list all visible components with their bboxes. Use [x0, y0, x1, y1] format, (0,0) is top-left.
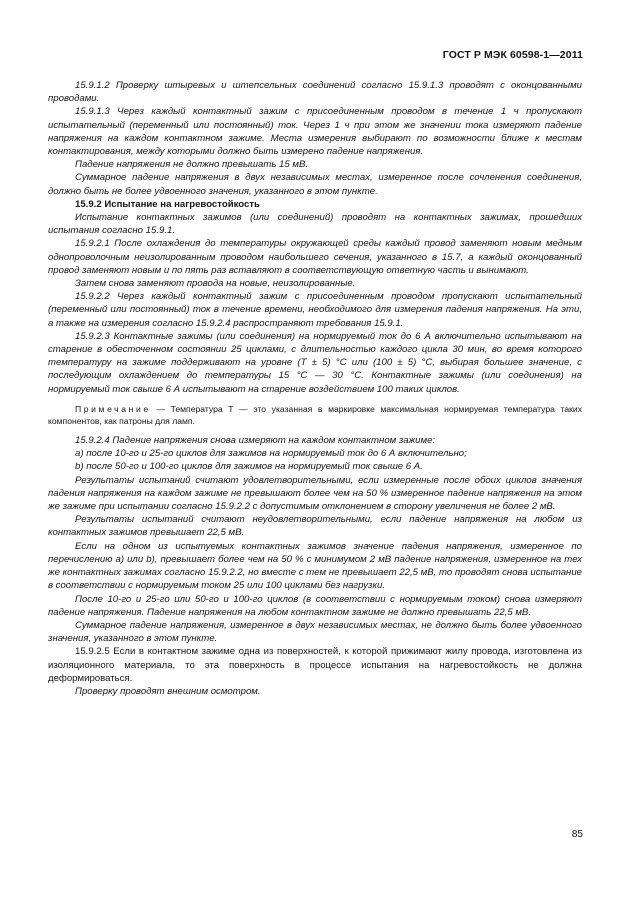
section-title: Испытание на нагревостойкость [104, 198, 260, 210]
document-body [48, 79, 582, 698]
paragraph-15-9-2-5 [48, 645, 582, 685]
list-item-a [48, 447, 582, 460]
clause-number: 15.9.2.1 [75, 238, 110, 250]
paragraph-text: а) после 10-го и 25-го циклов для зажимов на нормируемый ток до 6 А включительно; [75, 448, 467, 460]
paragraph-text: Падение напряжения снова измеряют на каждом контактном зажиме: [112, 435, 436, 447]
clause-number: 15.9.1.3 [75, 106, 110, 118]
paragraph-text: Суммарное падение напряжения в двух независимых местах, измеренное после сочленения соединения, должно быть не более удвоенного значения, указанного в этом пункте. [48, 172, 582, 197]
paragraph-text: b) после 50-го и 100-го циклов для зажимов на нормируемый ток свыше 6 А. [75, 461, 423, 473]
paragraph-text: Суммарное падение напряжения, измеренное в двух независимых местах, не должно быть более удвоенного значения, указанного в этом пункте. [48, 619, 582, 645]
paragraph [48, 474, 582, 514]
note-label: Примечание [75, 403, 151, 414]
note [48, 403, 582, 428]
paragraph-15-9-2-4 [48, 434, 582, 447]
clause-number: 15.9.2.5 [75, 646, 110, 658]
clause-number: 15.9.2.4 [75, 435, 110, 447]
page-number: 85 [571, 829, 583, 840]
note-text: — Температура T — это указанная в маркировке максимальная нормируемая температура таких компонентов, как патроны для ламп. [48, 403, 582, 427]
paragraph-text: Испытание контактных зажимов (или соединений) проводят на контактных зажимах, прошедших испытания согласно 15.9.1. [48, 212, 582, 237]
paragraph-text: Проверку штыревых и штепсельных соединений согласно 15.9.1.3 проводят с оконцованными проводами. [48, 80, 583, 105]
paragraph-text: После 10-го и 25-го или 50-го и 100-го циклов (в соответствии с нормируемым током) снова измеряют падение напряжения. Падение напряжения на любом контактном зажиме не должно превышать 22,5 мВ. [48, 593, 582, 618]
paragraph-text: Если в контактном зажиме одна из поверхностей, к которой прижимают жилу провода, изготовлена из изоляционного материала, то эта поверхность в процессе испытания на нагревостойкость не должна деформироваться. [48, 646, 583, 684]
paragraph [48, 593, 582, 619]
paragraph-15-9-1-3 [48, 105, 582, 158]
paragraph-text: Падение напряжения не должно превышать 15 мВ. [75, 159, 309, 171]
paragraph-text: Через каждый контактный зажим с присоединенным проводом в течение 1 ч пропускают испытательный (переменный или постоянный) ток. Через 1 ч при этом же значении тока измеряют падение напряжения на каждом контактном зажиме. Места измерения выбирают по возможности ближе к местам контактирования, между которыми должно быть измерено падение напряжения. [48, 106, 582, 158]
paragraph [48, 171, 582, 197]
clause-number: 15.9.1.2 [75, 80, 110, 91]
paragraph-text: Если на одном из испытуемых контактных зажимов значение падения напряжения, измеренное по перечислению а) или b), превышает более чем на 50 % с минимумом 2 мВ падение напряжения, измеренное на тех же контактных зажимах согласно 15.9.2.2, но вместе с тем не превышает 22,5 мВ, то проводят снова испытание в соответствии с нормируемым током 25 или 100 циклами без нагрузки. [48, 540, 582, 592]
paragraph [48, 619, 582, 645]
paragraph-text: Затем снова заменяют провода на новые, неизолированные. [75, 278, 356, 290]
clause-number: 15.9.2.3 [75, 330, 110, 342]
paragraph [48, 513, 582, 539]
paragraph [48, 277, 582, 290]
paragraph-text: Результаты испытаний считают удовлетворительными, если измеренные после обоих циклов значения падения напряжения на каждом зажиме не превышают более чем на 50 % измеренное падение напряжения на этом же зажиме при испытании согласно 15.9.2.2 с допустимым отклонением в сторону увеличения не более 2 мВ. [48, 474, 582, 513]
paragraph [48, 158, 582, 171]
paragraph-text: Контактные зажимы (или соединения) на нормируемый ток до 6 А включительно испытывают на старение в обесточенном состоянии 25 циклами, с длительностью каждого цикла 30 мин, во время которого температуру на зажиме поддерживают на уровне (T ± 5) °С или (100 ± 5) °С, выбирая большее значение, с последующим охлаждением до температуры 15 °С — 30 °С. Контактные зажимы (или соединения) на нормируемый ток свыше 6 А испытывают на старение воздействием 100 таких циклов. [48, 330, 582, 395]
paragraph-text: Проверку проводят внешним осмотром. [75, 685, 261, 697]
section-number: 15.9.2 [75, 198, 102, 210]
paragraph-15-9-2-2 [48, 290, 582, 330]
paragraph-15-9-2-1 [48, 237, 582, 277]
list-item-b [48, 460, 582, 473]
paragraph-text: Результаты испытаний считают неудовлетворительными, если падение напряжения на любом из контактных зажимов превышает 22,5 мВ. [48, 514, 582, 539]
standard-header: ГОСТ Р МЭК 60598-1—2011 [442, 49, 583, 61]
paragraph [48, 685, 582, 698]
paragraph-15-9-2-3 [48, 330, 582, 396]
paragraph-15-9-1-2 [48, 79, 582, 105]
paragraph [48, 211, 582, 237]
paragraph-text: После охлаждения до температуры окружающей среды каждый провод заменяют новым медным однопроволочным неизолированным проводом наибольшего сечения, указанного в 15.7, а каждый оконцованный провод заменяют новым и по пять раз вставляют в соответствующую ответную часть и вынимают. [48, 238, 582, 276]
section-heading [48, 198, 582, 211]
clause-number: 15.9.2.2 [75, 291, 110, 303]
paragraph-text: Через каждый контактный зажим с присоединенным проводом пропускают испытательный (переменный или постоянный) ток в течение времени, необходимого для измерения падения напряжения. На эти, а также на измерения согласно 15.9.2.4 распространяют требования 15.9.1. [48, 291, 582, 329]
paragraph [48, 540, 582, 593]
